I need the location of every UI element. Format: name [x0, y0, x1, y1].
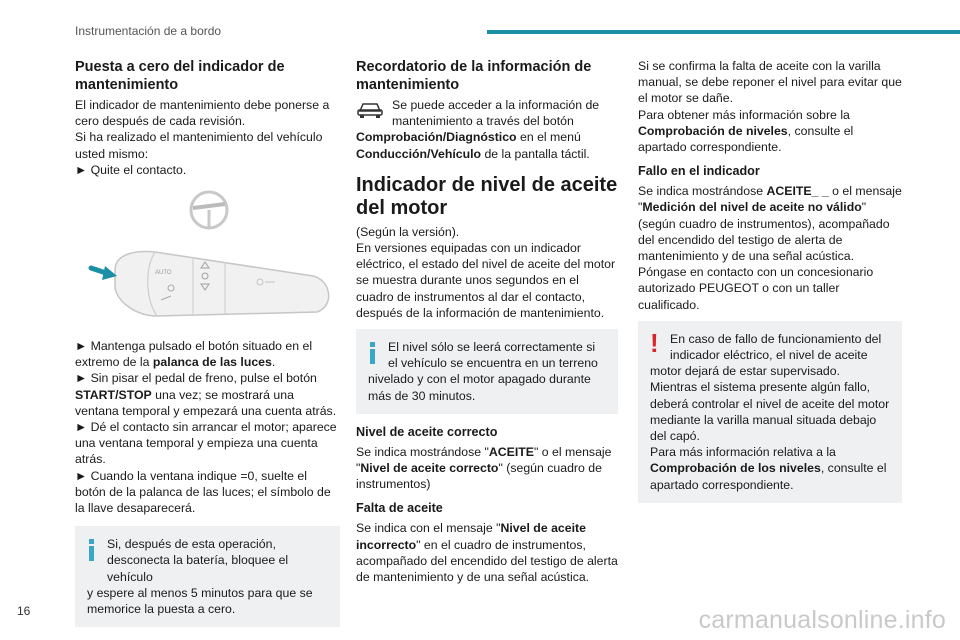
car-icon	[356, 99, 384, 119]
paragraph: Para obtener más información sobre la Comprobación de niveles, consulte el apartado correspondiente.	[638, 107, 854, 155]
paragraph: Se indica mostrándose ACEITE_ _ o el mensaje "Medición del nivel de aceite no válido" (según cuadro de instrumentos), acompañado del encendido del testigo de alerta de mantenimiento y de una señal acústica.	[638, 184, 902, 264]
paragraph: Se indica con el mensaje "Nivel de aceite incorrecto" en el cuadro de instrumentos, acompañado del encendido del testigo de alerta de mantenimiento y de una señal acústica.	[356, 521, 618, 585]
auto-label: AUTO	[155, 270, 172, 277]
paragraph: Si se confirma la falta de aceite con la varilla manual, se debe reponer el nivel para evitar que el motor se dañe.	[638, 59, 902, 106]
warning-exclamation-icon: !	[650, 327, 659, 358]
step: ► Quite el contacto.	[75, 162, 187, 177]
paragraph: Póngase en contacto con un concesionario autorizado PEUGEOT o con un taller cualificado.	[638, 265, 874, 312]
warning-note: ! En caso de fallo de funcionamiento del indicador eléctrico, el nivel de aceite motor dejará de estar supervisado. Mientras el sistema presente algún fallo, deberá controlar el nivel de aceite del motor mediante la varilla manual situada debajo del capó. Para más información relativa a la Comprobación de los niveles, consulte el apartado correspondiente.	[638, 321, 902, 503]
light-stalk-illustration	[75, 188, 340, 332]
subheading: Falta de aceite	[356, 501, 443, 516]
paragraph: (Según la versión).	[356, 224, 460, 239]
watermark: carmanualsonline.info	[698, 606, 946, 634]
running-header: Instrumentación de a bordo	[75, 24, 222, 38]
header-accent-bar	[487, 30, 960, 34]
car-info-row: Se puede acceder a la información de mantenimiento a través del botón	[356, 97, 618, 129]
subheading: Nivel de aceite correcto	[356, 424, 498, 439]
subheading: Fallo en el indicador	[638, 164, 760, 179]
column-1	[75, 58, 340, 627]
paragraph: Si ha realizado el mantenimiento del vehículo usted mismo:	[75, 130, 323, 161]
light-stalk-illustration-svg	[75, 188, 340, 332]
step: ► Sin pisar el pedal de freno, pulse el botón START/STOP una vez; se mostrará una ventana temporal y empezará una cuenta atrás.	[75, 371, 337, 418]
info-icon	[368, 342, 378, 364]
section-heading: Recordatorio de la información de mantenimiento	[356, 59, 592, 93]
info-icon	[87, 539, 97, 561]
paragraph: Se indica mostrándose "ACEITE" o el mensaje "Nivel de aceite correcto" (según cuadro de instrumentos)	[356, 444, 612, 492]
step: ► Cuando la ventana indique =0, suelte el botón de la palanca de las luces; el símbolo de la llave desaparecerá.	[75, 468, 331, 516]
info-note: Si, después de esta operación, desconecta la batería, bloquee el vehículo y espere al menos 5 minutos para que se memorice la puesta a cero.	[75, 526, 340, 627]
info-note: El nivel sólo se leerá correctamente si el vehículo se encuentra en un terreno nivelado y con el motor apagado durante más de 30 minutos.	[356, 329, 618, 414]
step: ► Dé el contacto sin arrancar el motor; aparece una ventana temporal y empieza una cuenta atrás.	[75, 420, 337, 467]
chapter-heading: Indicador de nivel de aceite del motor	[356, 173, 618, 219]
section-heading: Puesta a cero del indicador de mantenimiento	[75, 59, 285, 93]
step: ► Mantenga pulsado el botón situado en el extremo de la palanca de las luces.	[75, 339, 313, 370]
paragraph: El indicador de mantenimiento debe ponerse a cero después de cada revisión.	[75, 98, 330, 129]
paragraph: Comprobación/Diagnóstico en el menú Conducción/Vehículo de la pantalla táctil.	[356, 130, 590, 161]
page-number: 16	[17, 604, 31, 618]
column-2	[356, 58, 618, 585]
paragraph: En versiones equipadas con un indicador eléctrico, el estado del nivel de aceite del motor se muestra durante unos segundos en el cuadro de instrumentos al dar el contacto, después de la información de mantenimiento.	[356, 241, 616, 320]
column-3	[638, 58, 902, 503]
